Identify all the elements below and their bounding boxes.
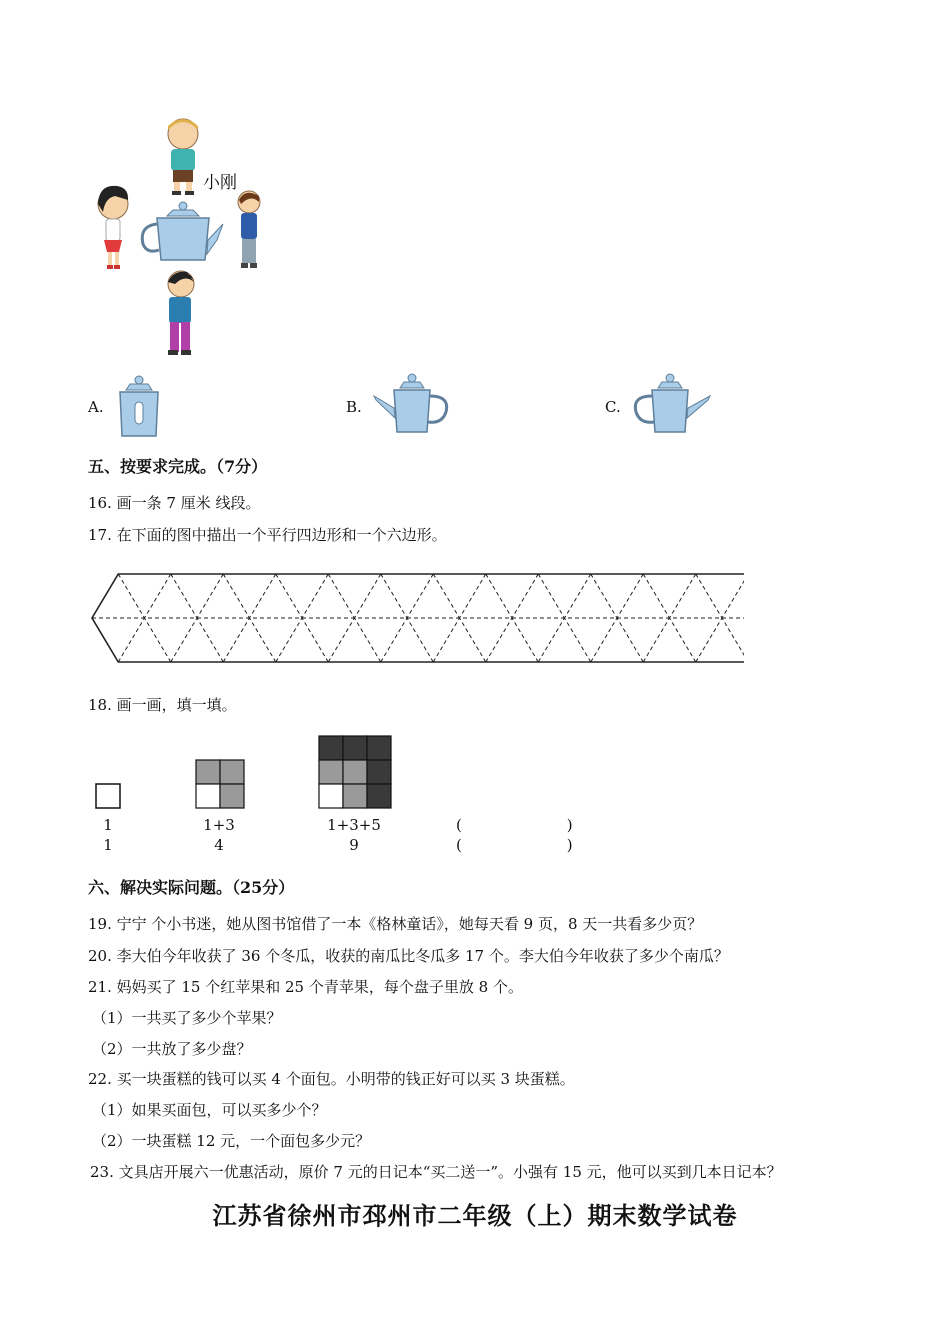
boy-right-figure: [238, 191, 260, 268]
grid-diagonal[interactable]: [118, 574, 144, 618]
pattern-caption-top-2: 1+3: [203, 816, 235, 834]
question-23: 23. 文具店开展六一优惠活动，原价 7 元的日记本“买二送一”。小强有 15 元，他可以买到几本日记本？: [90, 1163, 782, 1181]
option-b-kettle-icon[interactable]: [372, 372, 452, 436]
question-20: 20. 李大伯今年收获了 36 个冬瓜，收获的南瓜比冬瓜多 17 个。李大伯今年收获了多少个南瓜？: [88, 947, 729, 965]
grid-diagonal[interactable]: [670, 574, 696, 618]
question-22-part-1: （1）如果买面包，可以买多少个？: [92, 1101, 327, 1119]
grid-diagonal[interactable]: [223, 618, 249, 662]
option-c-kettle-icon[interactable]: [630, 372, 712, 436]
pattern-caption-top-3: 1+3+5: [327, 816, 381, 834]
grid-diagonal[interactable]: [433, 574, 459, 618]
grid-diagonal[interactable]: [433, 618, 459, 662]
grid-diagonal[interactable]: [328, 574, 354, 618]
pattern-caption-bottom-1: 1: [103, 836, 113, 854]
grid-diagonal[interactable]: [407, 618, 433, 662]
question-16: 16. 画一条 7 厘米 线段。: [88, 494, 261, 512]
grid-diagonal[interactable]: [617, 574, 643, 618]
grid-diagonal[interactable]: [250, 574, 276, 618]
question-22-part-2: （2）一块蛋糕 12 元，一个面包多少元？: [92, 1132, 371, 1150]
grid-diagonal[interactable]: [355, 618, 381, 662]
grid-diagonal[interactable]: [381, 574, 407, 618]
pattern-caption-top-1: 1: [103, 816, 113, 834]
option-a-letter[interactable]: A.: [88, 398, 104, 416]
grid-diagonal[interactable]: [407, 574, 433, 618]
grid-diagonal[interactable]: [328, 618, 354, 662]
grid-diagonal[interactable]: [670, 618, 696, 662]
pattern-caption-bottom-3: 9: [349, 836, 359, 854]
grid-diagonal[interactable]: [171, 574, 197, 618]
grid-diagonal[interactable]: [696, 574, 722, 618]
section-5-heading: 五、按要求完成。（7分）: [88, 457, 268, 476]
grid-diagonal[interactable]: [145, 574, 171, 618]
grid-diagonal[interactable]: [538, 574, 564, 618]
grid-diagonal[interactable]: [276, 574, 302, 618]
grid-diagonal[interactable]: [538, 618, 564, 662]
pattern-caption-bottom-2: 4: [214, 836, 224, 854]
grid-diagonal[interactable]: [591, 618, 617, 662]
grid-diagonal[interactable]: [460, 574, 486, 618]
grid-diagonal[interactable]: [223, 574, 249, 618]
triangle-grid-figure[interactable]: [88, 570, 744, 666]
grid-diagonal[interactable]: [381, 618, 407, 662]
pattern-blank-bottom[interactable]: ( ): [456, 836, 573, 854]
grid-diagonal[interactable]: [722, 618, 744, 662]
question-21-part-2: （2）一共放了多少盘？: [92, 1040, 252, 1058]
grid-diagonal[interactable]: [276, 618, 302, 662]
boy-top-figure: [168, 119, 198, 195]
option-a-kettle-icon[interactable]: [112, 374, 167, 440]
grid-diagonal[interactable]: [643, 574, 669, 618]
grid-diagonal[interactable]: [512, 574, 538, 618]
grid-diagonal[interactable]: [197, 574, 223, 618]
question-18: 18. 画一画，填一填。: [88, 696, 237, 714]
grid-diagonal[interactable]: [145, 618, 171, 662]
question-22: 22. 买一块蛋糕的钱可以买 4 个面包。小明带的钱正好可以买 3 块蛋糕。: [88, 1070, 575, 1088]
grid-diagonal[interactable]: [565, 618, 591, 662]
girl-left-figure: [98, 186, 128, 269]
grid-diagonal[interactable]: [643, 618, 669, 662]
option-b-letter[interactable]: B.: [346, 398, 362, 416]
observation-scene: [95, 112, 280, 362]
grid-diagonal[interactable]: [617, 618, 643, 662]
grid-diagonal[interactable]: [565, 574, 591, 618]
grid-diagonal[interactable]: [460, 618, 486, 662]
grid-diagonal[interactable]: [197, 618, 223, 662]
pattern-square-1: [94, 782, 124, 812]
grid-diagonal[interactable]: [118, 618, 144, 662]
question-19: 19. 宁宁 个小书迷，她从图书馆借了一本《格林童话》，她每天看 9 页，8 天一共看多少页？: [88, 915, 703, 933]
grid-diagonal[interactable]: [512, 618, 538, 662]
name-label-xiaogang: 小刚: [203, 173, 237, 193]
boy-bottom-figure: [168, 271, 194, 355]
grid-diagonal[interactable]: [486, 574, 512, 618]
grid-diagonal[interactable]: [591, 574, 617, 618]
grid-diagonal[interactable]: [302, 574, 328, 618]
pattern-blank-top[interactable]: ( ): [456, 816, 573, 834]
pattern-square-2: [194, 758, 248, 812]
exam-title: 江苏省徐州市邳州市二年级（上）期末数学试卷: [212, 1201, 738, 1230]
grid-diagonal[interactable]: [302, 618, 328, 662]
question-17: 17. 在下面的图中描出一个平行四边形和一个六边形。: [88, 526, 447, 544]
section-6-heading: 六、解决实际问题。（25分）: [88, 878, 295, 897]
grid-diagonal[interactable]: [355, 574, 381, 618]
grid-diagonal[interactable]: [696, 618, 722, 662]
question-21-part-1: （1）一共买了多少个苹果？: [92, 1009, 282, 1027]
option-c-letter[interactable]: C.: [605, 398, 621, 416]
grid-diagonal[interactable]: [171, 618, 197, 662]
grid-diagonal[interactable]: [250, 618, 276, 662]
center-kettle: [142, 202, 223, 260]
pattern-square-3: [317, 734, 395, 812]
grid-diagonal[interactable]: [486, 618, 512, 662]
question-21: 21. 妈妈买了 15 个红苹果和 25 个青苹果，每个盘子里放 8 个。: [88, 978, 523, 996]
grid-diagonal[interactable]: [722, 574, 744, 618]
